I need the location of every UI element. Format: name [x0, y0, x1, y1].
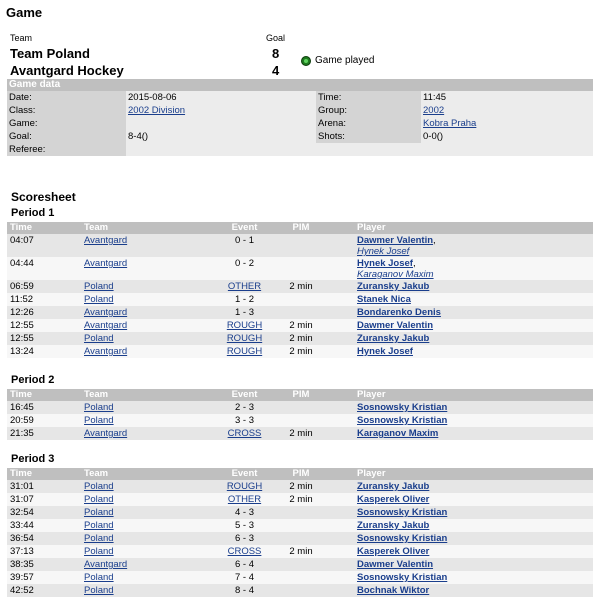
player-cell [357, 585, 429, 596]
table-row [7, 319, 593, 332]
table-row [7, 427, 593, 440]
penalty-minutes: 2 min [289, 494, 313, 505]
event-time: 33:44 [10, 520, 34, 531]
player-cell [357, 320, 433, 331]
player-link[interactable]: Kasperek Oliver [357, 494, 430, 505]
team-link[interactable]: Avantgard [84, 307, 128, 318]
player-link[interactable]: Hynek Josef [357, 258, 413, 269]
home-team-name: Team Poland [10, 46, 90, 61]
event-time: 36:54 [10, 533, 34, 544]
penalty-minutes: 2 min [289, 546, 313, 557]
team-link[interactable]: Poland [84, 507, 114, 518]
column-header-team: Team [84, 468, 109, 479]
event-time: 12:55 [10, 333, 34, 344]
table-row [7, 545, 593, 558]
player-link[interactable]: Hynek Josef [357, 346, 413, 357]
goal-score: 1 - 2 [234, 294, 254, 305]
period-title: Period 1 [11, 207, 55, 219]
penalty-minutes: 2 min [289, 281, 313, 292]
event-time: 06:59 [10, 281, 34, 292]
column-header-pim: PIM [292, 222, 310, 233]
event-time: 11:52 [10, 294, 34, 305]
penalty-event-link[interactable]: ROUGH [226, 320, 263, 331]
player-cell [357, 333, 429, 344]
shots-value: 0-0() [421, 130, 593, 143]
penalty-event-link[interactable]: OTHER [227, 281, 262, 292]
player-link[interactable]: Sosnowsky Kristian [357, 533, 448, 544]
team-column-header: Team [10, 33, 33, 43]
assist-player-link[interactable]: Karaganov Maxim [357, 269, 434, 280]
away-team-score: 4 [272, 63, 280, 78]
player-cell [357, 307, 441, 318]
event-time: 32:54 [10, 507, 34, 518]
table-row [7, 257, 593, 280]
penalty-event-link[interactable]: ROUGH [226, 481, 263, 492]
date-value: 2015-08-06 [126, 91, 316, 104]
arena-link[interactable]: Kobra Praha [423, 118, 477, 129]
home-team-score: 8 [272, 46, 280, 61]
game-value [126, 117, 316, 130]
column-header-pim: PIM [292, 389, 310, 400]
penalty-minutes: 2 min [289, 428, 313, 439]
game-data-table [7, 91, 593, 157]
player-cell [357, 533, 447, 544]
player-link[interactable]: Zuransky Jakub [357, 481, 430, 492]
table-row [7, 401, 593, 414]
game-status-label: Game played [315, 55, 375, 66]
penalty-minutes: 2 min [289, 481, 313, 492]
player-cell [357, 481, 429, 492]
period-title: Period 2 [11, 374, 55, 386]
event-time: 13:24 [10, 346, 34, 357]
penalty-minutes: 2 min [289, 333, 313, 344]
table-row [7, 519, 593, 532]
group-value-cell [421, 104, 593, 117]
team-link[interactable]: Poland [84, 481, 114, 492]
group-link[interactable]: 2002 [423, 105, 445, 116]
date-label: Date: [7, 91, 126, 104]
player-cell [357, 494, 429, 505]
player-link[interactable]: Sosnowsky Kristian [357, 415, 448, 426]
class-value-cell [126, 104, 316, 117]
player-cell [357, 258, 434, 280]
team-link[interactable]: Poland [84, 294, 114, 305]
team-link[interactable]: Poland [84, 281, 114, 292]
player-link[interactable]: Kasperek Oliver [357, 546, 430, 557]
player-separator: , [412, 258, 416, 269]
table-row [7, 332, 593, 345]
assist-player-link[interactable]: Hynek Josef [357, 246, 410, 257]
penalty-event-link[interactable]: CROSS [227, 428, 262, 439]
event-time: 04:44 [10, 258, 34, 269]
penalty-event-link[interactable]: ROUGH [226, 346, 263, 357]
goal-score: 7 - 4 [234, 572, 254, 583]
goal-score: 2 - 3 [234, 402, 254, 413]
class-label: Class: [7, 104, 126, 117]
team-link[interactable]: Avantgard [84, 235, 128, 246]
penalty-event-link[interactable]: ROUGH [226, 333, 263, 344]
goal-score: 4 - 3 [234, 507, 254, 518]
penalty-minutes: 2 min [289, 346, 313, 357]
scoresheet-table-header [7, 468, 593, 480]
away-team-name: Avantgard Hockey [10, 63, 124, 78]
table-row [7, 293, 593, 306]
player-cell [357, 402, 447, 413]
class-link[interactable]: 2002 Division [128, 105, 186, 116]
penalty-event-link[interactable]: CROSS [227, 546, 262, 557]
column-header-team: Team [84, 222, 109, 233]
player-link[interactable]: Dawmer Valentin [357, 559, 434, 570]
player-separator: , [433, 235, 436, 246]
goal-score: 0 - 1 [234, 235, 254, 246]
event-time: 31:07 [10, 494, 34, 505]
time-value: 11:45 [421, 91, 593, 104]
player-link[interactable]: Bochnak Wiktor [357, 585, 430, 596]
table-row [7, 345, 593, 358]
scoresheet-table-header [7, 389, 593, 401]
team-link[interactable]: Poland [84, 533, 114, 544]
event-time: 39:57 [10, 572, 34, 583]
team-link[interactable]: Poland [84, 415, 114, 426]
team-link[interactable]: Poland [84, 546, 114, 557]
event-time: 20:59 [10, 415, 34, 426]
goal-score: 6 - 4 [234, 559, 254, 570]
player-link[interactable]: Dawmer Valentin [357, 320, 434, 331]
player-link[interactable]: Zuransky Jakub [357, 281, 430, 292]
scoresheet-title: Scoresheet [11, 190, 76, 204]
table-row [7, 493, 593, 506]
group-label: Group: [316, 104, 421, 117]
team-link[interactable]: Poland [84, 333, 114, 344]
column-header-time: Time [10, 389, 33, 400]
player-link[interactable]: Sosnowsky Kristian [357, 507, 448, 518]
table-row [7, 306, 593, 319]
player-cell [357, 415, 447, 426]
table-row [7, 558, 593, 571]
arena-value-cell [421, 117, 593, 130]
event-time: 31:01 [10, 481, 34, 492]
table-row [7, 571, 593, 584]
goal-score: 5 - 3 [234, 520, 254, 531]
event-time: 04:07 [10, 235, 34, 246]
player-cell [357, 281, 429, 292]
event-time: 12:55 [10, 320, 34, 331]
game-label: Game: [7, 117, 126, 130]
team-link[interactable]: Avantgard [84, 428, 128, 439]
player-link[interactable]: Zuransky Jakub [357, 333, 430, 344]
team-link[interactable]: Avantgard [84, 346, 128, 357]
period-title: Period 3 [11, 453, 55, 465]
player-cell [357, 546, 429, 557]
game-status [301, 55, 374, 66]
player-cell [357, 294, 411, 305]
column-header-event: Event [231, 389, 258, 400]
goal-score: 3 - 3 [234, 415, 254, 426]
column-header-event: Event [231, 468, 258, 479]
team-link[interactable]: Poland [84, 572, 114, 583]
player-link[interactable]: Zuransky Jakub [357, 520, 430, 531]
team-link[interactable]: Poland [84, 585, 114, 596]
player-link[interactable]: Sosnowsky Kristian [357, 402, 448, 413]
goal-score: 6 - 3 [234, 533, 254, 544]
team-link[interactable]: Poland [84, 402, 114, 413]
referee-value [126, 143, 316, 156]
column-header-player: Player [357, 468, 386, 479]
time-label: Time: [316, 91, 421, 104]
column-header-time: Time [10, 468, 33, 479]
table-row [7, 506, 593, 519]
table-row [7, 480, 593, 493]
event-time: 16:45 [10, 402, 34, 413]
scoresheet-table-header [7, 222, 593, 234]
game-data-header: Game data [7, 79, 593, 91]
referee-label: Referee: [7, 143, 126, 156]
team-link[interactable]: Avantgard [84, 320, 128, 331]
column-header-player: Player [357, 222, 386, 233]
table-row [7, 584, 593, 597]
goal-score: 1 - 3 [234, 307, 254, 318]
referee-row-filler [316, 143, 593, 156]
goal-value: 8-4() [126, 130, 316, 143]
player-cell [357, 428, 438, 439]
table-row [7, 414, 593, 427]
arena-label: Arena: [316, 117, 421, 130]
goal-column-header: Goal [266, 33, 286, 43]
player-cell [357, 559, 433, 570]
event-time: 21:35 [10, 428, 34, 439]
table-row [7, 532, 593, 545]
goal-label: Goal: [7, 130, 126, 143]
penalty-event-link[interactable]: OTHER [227, 494, 262, 505]
player-cell [357, 346, 413, 357]
penalty-minutes: 2 min [289, 320, 313, 331]
status-dot-icon [301, 56, 311, 66]
team-link[interactable]: Poland [84, 494, 114, 505]
player-link[interactable]: Stanek Nica [357, 294, 411, 305]
shots-label: Shots: [316, 130, 421, 143]
event-time: 12:26 [10, 307, 34, 318]
player-cell [357, 235, 436, 257]
player-cell [357, 507, 447, 518]
event-time: 42:52 [10, 585, 34, 596]
player-link[interactable]: Dawmer Valentin [357, 235, 434, 246]
player-cell [357, 572, 447, 583]
team-link[interactable]: Avantgard [84, 559, 128, 570]
team-link[interactable]: Poland [84, 520, 114, 531]
goal-score: 0 - 2 [234, 258, 254, 269]
column-header-player: Player [357, 389, 386, 400]
player-link[interactable]: Karaganov Maxim [357, 428, 439, 439]
goal-score: 8 - 4 [234, 585, 254, 596]
player-link[interactable]: Bondarenko Denis [357, 307, 441, 318]
table-row [7, 234, 593, 257]
column-header-event: Event [231, 222, 258, 233]
event-time: 38:35 [10, 559, 34, 570]
column-header-team: Team [84, 389, 109, 400]
player-link[interactable]: Sosnowsky Kristian [357, 572, 448, 583]
page-title: Game [6, 5, 43, 20]
column-header-time: Time [10, 222, 33, 233]
table-row [7, 280, 593, 293]
team-link[interactable]: Avantgard [84, 258, 128, 269]
player-cell [357, 520, 429, 531]
event-time: 37:13 [10, 546, 34, 557]
column-header-pim: PIM [292, 468, 310, 479]
